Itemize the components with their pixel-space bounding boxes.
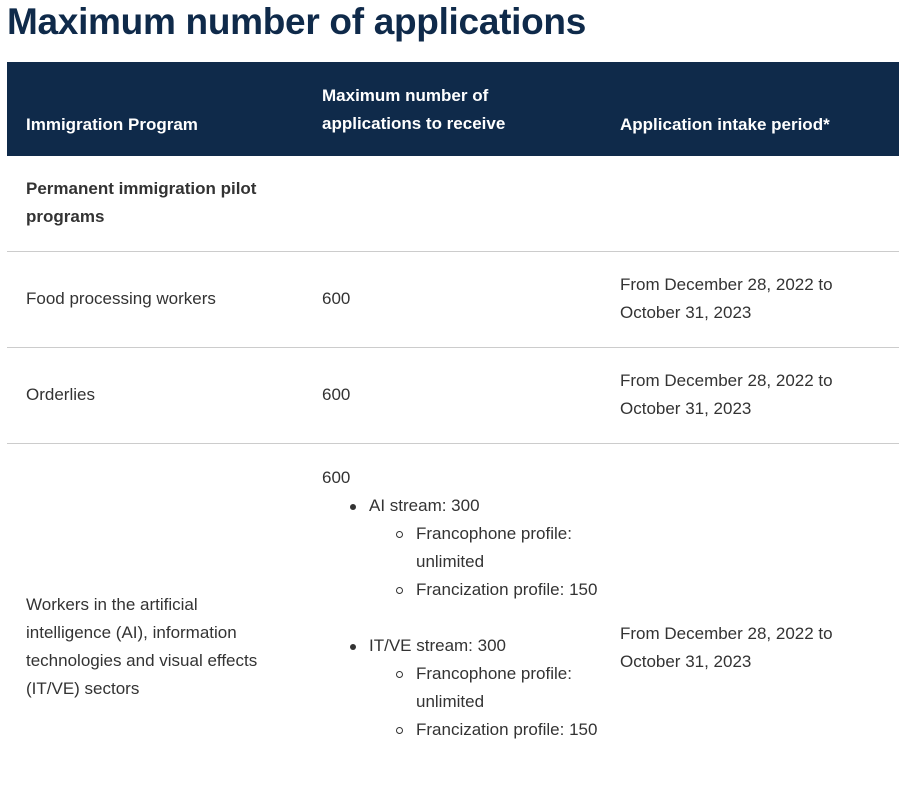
- stream-item: [322, 492, 602, 632]
- profile-item: Francophone profile: unlimited: [369, 520, 606, 576]
- stream-label: AI stream: 300: [369, 496, 480, 515]
- table-header: [7, 62, 899, 156]
- max-cell: [322, 464, 602, 744]
- max-total: 600: [322, 468, 351, 487]
- header-immigration-program: Immigration Program: [26, 115, 198, 134]
- profile-item: Francization profile: 150: [369, 576, 606, 604]
- table-row: [7, 348, 899, 444]
- program-cell: Orderlies: [26, 385, 95, 404]
- max-cell: 600: [322, 385, 351, 404]
- profile-list: [369, 520, 602, 604]
- applications-table: [7, 62, 899, 804]
- stream-list: [322, 492, 602, 744]
- period-cell: From December 28, 2022 to October 31, 2023: [620, 371, 833, 418]
- stream-label: IT/VE stream: 300: [369, 636, 506, 655]
- header-intake-period: Application intake period*: [620, 115, 830, 134]
- header-maximum-applications: Maximum number of applications to receive: [322, 86, 506, 133]
- table-row: [7, 252, 899, 348]
- period-cell: From December 28, 2022 to October 31, 2023: [620, 624, 833, 671]
- section-label: Permanent immigration pilot programs: [26, 179, 257, 226]
- table-row: [7, 444, 899, 804]
- program-cell: Food processing workers: [26, 289, 216, 308]
- stream-item: [322, 632, 602, 744]
- profile-item: Francization profile: 150: [369, 716, 606, 744]
- profile-list: [369, 660, 602, 744]
- page-title: Maximum number of applications: [7, 1, 586, 42]
- profile-item: Francophone profile: unlimited: [369, 660, 606, 716]
- section-row: [7, 156, 899, 252]
- program-cell: Workers in the artificial intelligence (AI), information technologies and visual effects (IT/VE) sectors: [26, 595, 258, 698]
- max-cell: 600: [322, 289, 351, 308]
- period-cell: From December 28, 2022 to October 31, 2023: [620, 275, 833, 322]
